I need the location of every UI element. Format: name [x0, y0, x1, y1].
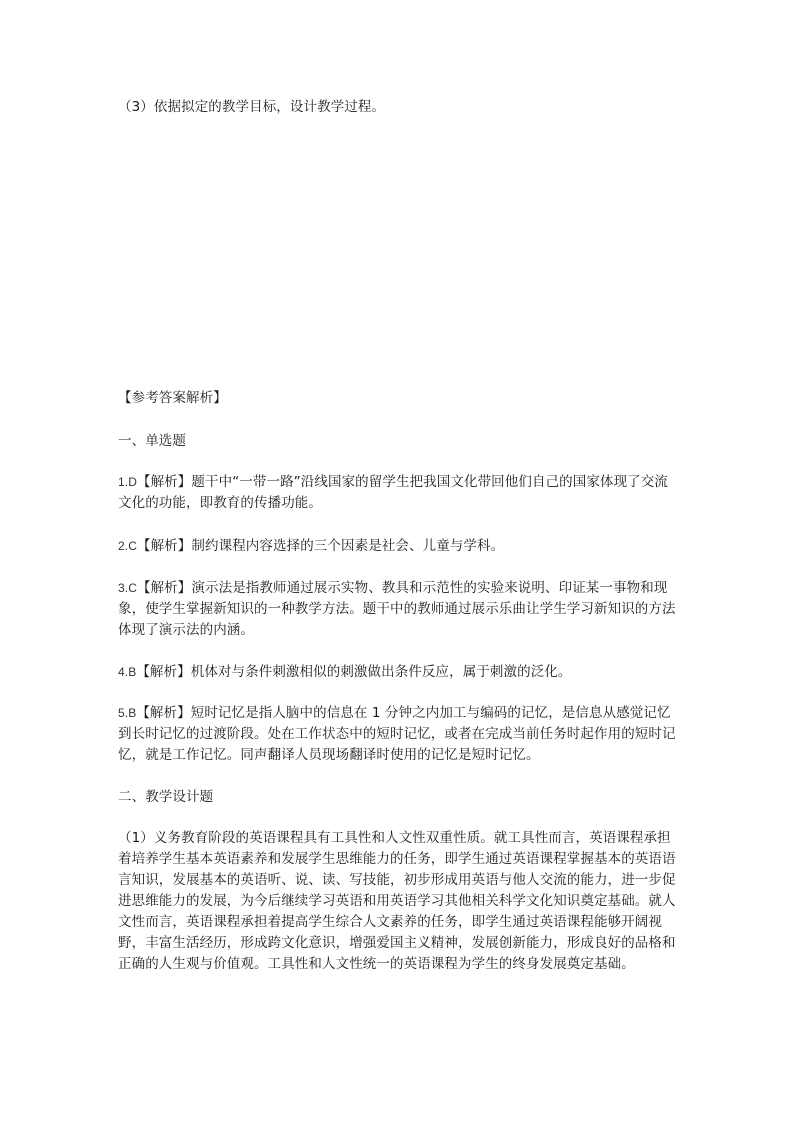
answer-number: 1.D — [118, 475, 137, 489]
answer-number: 2.C — [118, 539, 137, 553]
analysis-tag: 【解析】 — [136, 580, 192, 596]
teaching-design-answer: （1）义务教育阶段的英语课程具有工具性和人文性双重性质。就工具性而言，英语课程承担着培养学生基本英语素养和发展学生思维能力的任务，即学生通过英语课程掌握基本的英语语言知识，发展基本的英语听、说、读、写技能，初步形成用英语与他人交流的能力，进一步促进思维能力的发展，为今后继续学习英语和用英语学习其他相关科学文化知识奠定基础。就人文性而言，英语课程承担着提高学生综合人文素养的任务，即学生通过英语课程能够开阔视野，丰富生活经历，形成跨文化意识，增强爱国主义精神，发展创新能力，形成良好的品格和正确的人生观与价值观。工具性和人文性统一的英语课程为学生的终身发展奠定基础。 — [118, 830, 676, 972]
section-single-choice-title: 一、单选题 — [118, 433, 186, 449]
question-part-3: （3）依据拟定的教学目标，设计教学过程。 — [118, 99, 386, 115]
answer-item-4 — [118, 662, 680, 683]
answer-number: 5.B — [118, 706, 137, 720]
answer-number: 3.C — [118, 581, 137, 595]
section-teaching-design-title: 二、教学设计题 — [118, 789, 214, 805]
analysis-tag: 【解析】 — [136, 664, 191, 680]
answer-text: 短时记忆是指人脑中的信息在 1 分钟之内加工与编码的记忆，是信息从感觉记忆到长时记忆的过渡阶段。处在工作状态中的短时记忆，或者在完成当前任务时起作用的短时记忆，就是工作记忆。同声翻译人员现场翻译时使用的记忆是短时记忆。 — [118, 705, 676, 763]
answer-item-5 — [118, 703, 680, 766]
analysis-tag: 【解析】 — [136, 538, 192, 554]
answer-text: 题干中“一带一路”沿线国家的留学生把我国文化带回他们自己的国家体现了交流文化的功能，即教育的传播功能。 — [118, 474, 668, 511]
answers-heading: 【参考答案解析】 — [118, 390, 227, 406]
answer-number: 4.B — [118, 665, 137, 679]
answer-text: 机体对与条件刺激相似的刺激做出条件反应，属于刺激的泛化。 — [190, 664, 572, 680]
answer-item-1 — [118, 472, 680, 514]
answer-item-2 — [118, 536, 680, 557]
analysis-tag: 【解析】 — [136, 705, 191, 721]
answer-text: 演示法是指教师通过展示实物、教具和示范性的实验来说明、印证某一事物和现象，使学生掌握新知识的一种教学方法。题干中的教师通过展示乐曲让学生学习新知识的方法体现了演示法的内涵。 — [118, 580, 676, 638]
analysis-tag: 【解析】 — [136, 474, 192, 490]
answer-text: 制约课程内容选择的三个因素是社会、儿童与学科。 — [191, 538, 505, 554]
answer-item-3 — [118, 578, 680, 641]
